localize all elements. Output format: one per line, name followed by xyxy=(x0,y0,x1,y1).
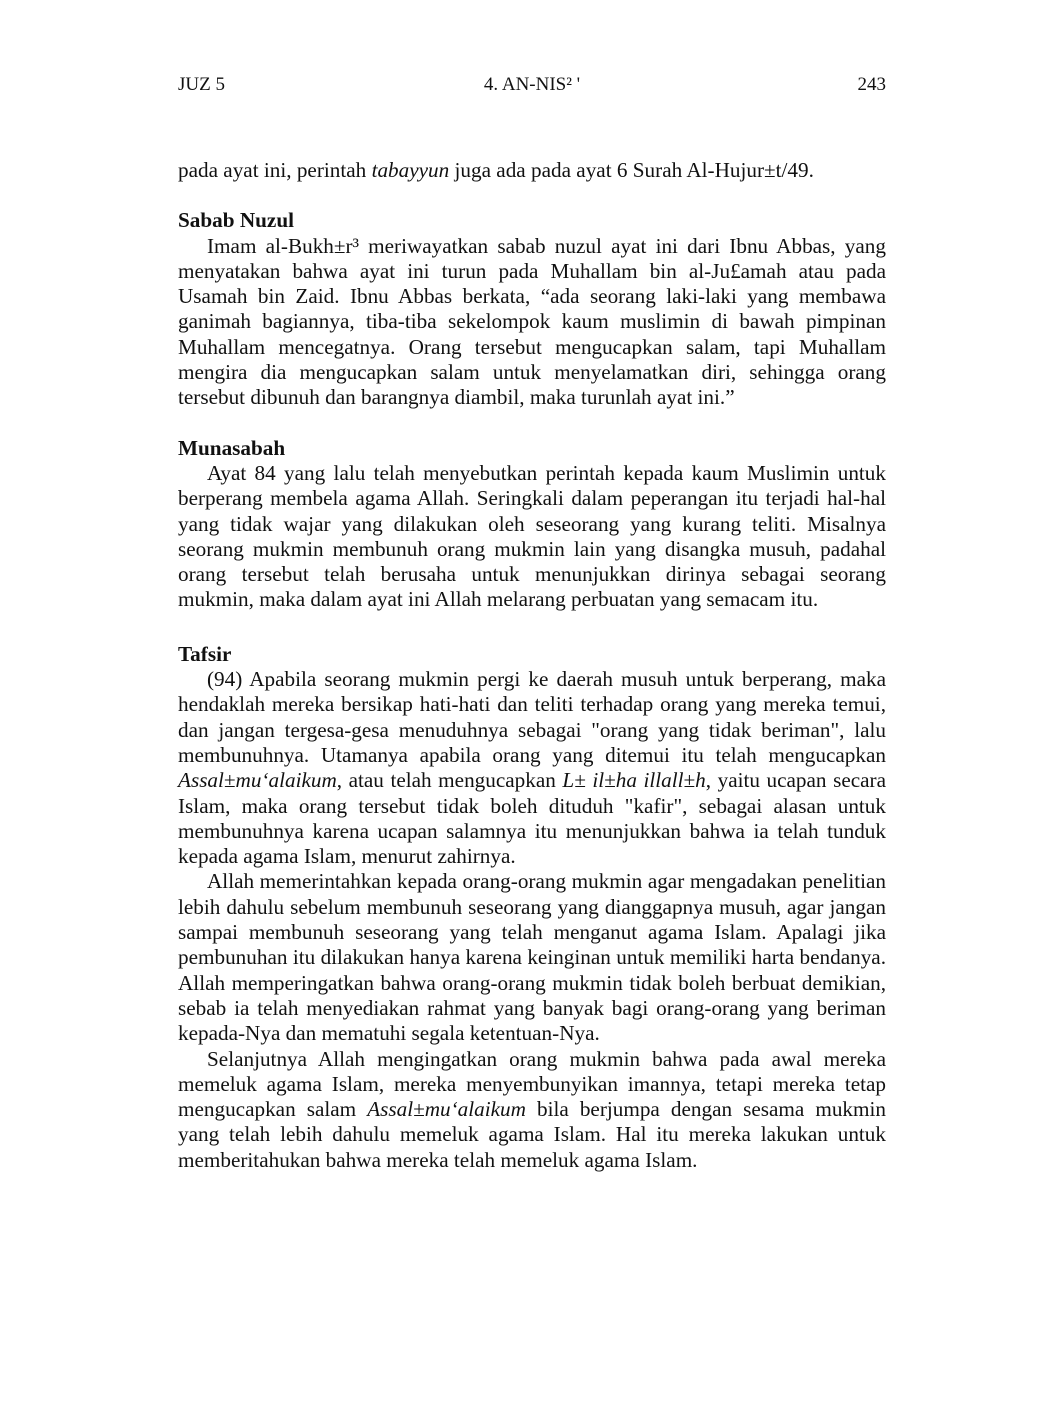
tafsir-section xyxy=(178,642,886,1173)
page-number: 243 xyxy=(857,74,886,95)
sabab-nuzul-section xyxy=(178,208,886,410)
body-paragraph: Imam al-Bukh±r³ meriwayatkan sabab nuzul ayat ini dari Ibnu Abbas, yang menyatakan bahwa ayat ini turun pada Muhallam bin al-Ju£amah atau pada Usamah bin Zaid. Ibnu Abbas berkata, “ada seorang laki-laki yang membawa ganimah bagiannya, tiba-tiba sekelompok kaum muslimin di bawah pimpinan Muhallam mencegatnya. Orang tersebut mengucapkan salam, tapi Muhallam mengira dia mengucapkan salam untuk menyelamatkan diri, sehingga orang tersebut dibunuh dan barangnya diambil, maka turunlah ayat ini.” xyxy=(178,233,886,410)
section-heading: Sabab Nuzul xyxy=(178,208,294,233)
section-heading: Munasabah xyxy=(178,435,286,460)
italic-term: Assal±mu‘alaikum xyxy=(178,768,337,793)
running-header xyxy=(178,72,886,102)
body-paragraph: Allah memerintahkan kepada orang-orang mukmin agar mengadakan penelitian lebih dahulu sebelum membunuh seseorang yang dianggapnya musuh, agar jangan sampai membunuh seseorang yang telah menganut agama Islam. Apalagi jika pembunuhan itu dilakukan hanya karena keinginan untuk memiliki harta bendanya. Allah memperingatkan bahwa orang-orang mukmin tidak boleh berbuat demikian, sebab ia telah menyediakan rahmat yang banyak bagi orang-orang yang beriman kepada-Nya dan mematuhi segala ketentuan-Nya. xyxy=(178,869,886,1046)
body-paragraph: Ayat 84 yang lalu telah menyebutkan perintah kepada kaum Muslimin untuk berperang membela agama Allah. Seringkali dalam peperangan itu terjadi hal-hal yang tidak wajar yang dilakukan oleh seseorang yang kurang teliti. Misalnya seorang mukmin membunuh orang mukmin lain yang disangka musuh, padahal orang tersebut telah berusaha untuk menunjukkan dirinya sebagai seorang mukmin, maka dalam ayat ini Allah melarang perbuatan yang semacam itu. xyxy=(178,460,886,612)
munasabah-section xyxy=(178,436,886,613)
italic-term: L± il±ha illall±h xyxy=(562,768,706,793)
intro-paragraph: pada ayat ini, perintah tabayyun juga ada pada ayat 6 Surah Al-Hujur±t/49. xyxy=(178,158,814,182)
book-page xyxy=(178,72,886,1173)
page-body xyxy=(178,158,886,1173)
body-paragraph: (94) Apabila seorang mukmin pergi ke daerah musuh untuk berperang, maka hendaklah mereka bersikap hati-hati dan teliti terhadap orang yang mereka temui, dan jangan tergesa-gesa menuduhnya sebagai "orang yang tidak beriman", lalu membunuhnya. Utamanya apabila orang yang ditemui itu telah mengucapkan Assal±mu‘alaikum, atau telah mengucapkan L± il±ha illall±h, yaitu ucapan secara Islam, maka orang tersebut tidak boleh dituduh "kafir", sebagai alasan untuk membunuhnya karena ucapan salamnya itu menunjukkan bahwa ia telah tunduk kepada agama Islam, menurut zahirnya. xyxy=(178,667,886,869)
surah-title: 4. AN-NIS² ' xyxy=(483,74,581,95)
body-paragraph: Selanjutnya Allah mengingatkan orang mukmin bahwa pada awal mereka memeluk agama Islam, mereka menyembunyikan imannya, tetapi mereka tetap mengucapkan salam Assal±mu‘alaikum bila berjumpa dengan sesama mukmin yang telah lebih dahulu memeluk agama Islam. Hal itu mereka lakukan untuk memberitahukan bahwa mereka telah memeluk agama Islam. xyxy=(178,1046,886,1172)
italic-term: tabayyun xyxy=(371,158,450,182)
juz-label: JUZ 5 xyxy=(178,74,225,95)
italic-term: Assal±mu‘alaikum xyxy=(367,1097,526,1122)
section-heading: Tafsir xyxy=(178,641,232,666)
